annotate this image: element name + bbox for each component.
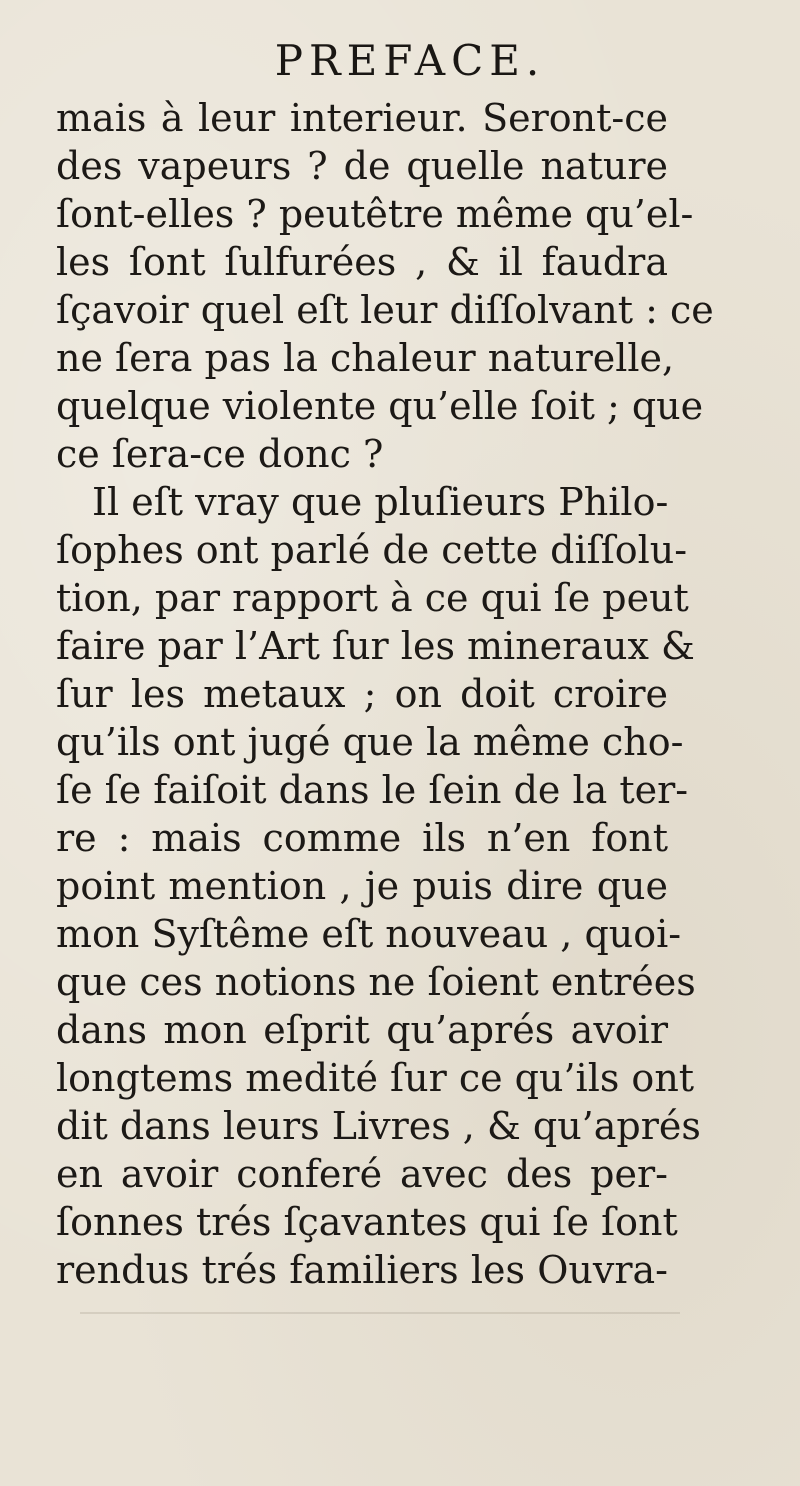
text-line: ſur les metaux ; on doit croire [56,672,668,716]
text-line: ſonnes trés ſçavantes qui ſe ſont [56,1200,678,1244]
text-line: qu’ils ont jugé que la même cho- [56,720,684,764]
text-line: tion, par rapport à ce qui ſe peut [56,576,689,620]
body-text [56,94,714,1294]
text-line: point mention , je puis dire que [56,864,668,908]
text-line: ſe ſe faiſoit dans le ſein de la ter- [56,768,689,812]
show-through-mark [80,1312,680,1314]
paragraph-end-line: ce ſera-ce donc ? [56,432,384,476]
text-line: des vapeurs ? de quelle nature [56,144,668,188]
text-line: quelque violente qu’elle ſoit ; que [56,384,704,428]
text-line: re : mais comme ils n’en font [56,816,668,860]
paragraph-start-line: Il eſt vray que pluſieurs Philo- [92,480,669,524]
text-line: longtems medité ſur ce qu’ils ont [56,1056,695,1100]
text-line: que ces notions ne ſoient entrées [56,960,696,1004]
text-line: dans mon eſprit qu’aprés avoir [56,1008,668,1052]
text-line: faire par l’Art ſur les mineraux & [56,624,695,668]
text-line: en avoir conferé avec des per- [56,1152,668,1196]
text-line: mon Syſtême eſt nouveau , quoi- [56,912,682,956]
text-line: les ſont ſulfurées , & il faudra [56,240,668,284]
text-line: dit dans leurs Livres , & qu’aprés [56,1104,701,1148]
text-line: ſont-elles ? peutêtre même qu’el- [56,192,694,236]
text-line: rendus trés familiers les Ouvra- [56,1248,668,1292]
text-line: ſophes ont parlé de cette diſſolu- [56,528,688,572]
running-head: PREFACE. [274,36,546,85]
text-line: ſçavoir quel eſt leur diſſolvant : ce [56,288,714,332]
text-line: mais à leur interieur. Seront-ce [56,96,668,140]
text-line: ne ſera pas la chaleur naturelle, [56,336,675,380]
